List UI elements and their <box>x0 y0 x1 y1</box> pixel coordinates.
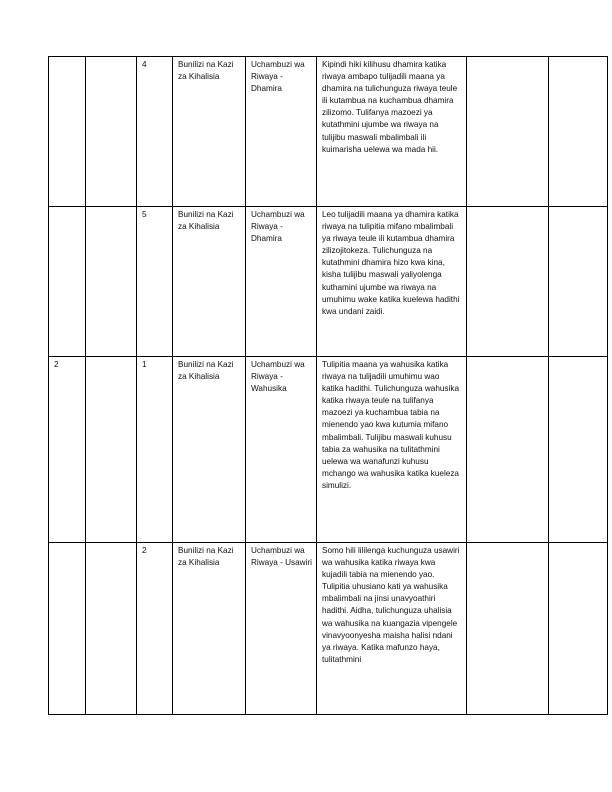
empty-cell <box>549 543 608 715</box>
subtopic-cell: Uchambuzi wa Riwaya - Usawiri <box>246 543 317 715</box>
week-cell: 2 <box>49 357 86 543</box>
empty-cell <box>86 357 137 543</box>
topic-cell: Bunilizi na Kazi za Kihalisia <box>173 543 246 715</box>
empty-cell <box>86 543 137 715</box>
description-cell: Kipindi hiki kilihusu dhamira katika riwaya ambapo tulijadili maana ya dhamira na tulichunguza riwaya teule ili kutambua na kuchambua dhamira zilizomo. Tulifanya mazoezi ya kutathmini ujumbe wa riwaya na tulijibu maswali mbalimbali ili kuimarisha uelewa wa mada hii. <box>317 57 467 207</box>
week-cell <box>49 207 86 357</box>
table-row <box>49 57 608 207</box>
lesson-cell: 2 <box>137 543 173 715</box>
topic-cell: Bunilizi na Kazi za Kihalisia <box>173 357 246 543</box>
empty-cell <box>467 357 549 543</box>
empty-cell <box>86 57 137 207</box>
week-cell <box>49 543 86 715</box>
empty-cell <box>467 57 549 207</box>
description-cell: Leo tulijadili maana ya dhamira katika riwaya na tulipitia mifano mbalimbali ya riwaya teule ili kutambua dhamira zilizojitokeza. Tulichunguza na kutathmini dhamira hizo kwa kina, kisha tulijibu maswali yaliyolenga kuthamini ujumbe wa riwaya na umuhimu wake katika kuelewa hadithi kwa undani zaidi. <box>317 207 467 357</box>
description-cell: Tulipitia maana ya wahusika katika riwaya na tulijadili umuhimu wao katika hadithi. Tulichunguza wahusika katika riwaya teule na tulifanya mazoezi ya kuchambua tabia na mienendo yao kwa kutumia mifano mbalimbali. Tulijibu maswali kuhusu tabia za wahusika na tulitathmini uelewa wa wanafunzi kuhusu mchango wa wahusika katika kueleza simulizi. <box>317 357 467 543</box>
subtopic-cell: Uchambuzi wa Riwaya - Dhamira <box>246 207 317 357</box>
week-cell <box>49 57 86 207</box>
subtopic-cell: Uchambuzi wa Riwaya - Wahusika <box>246 357 317 543</box>
empty-cell <box>549 207 608 357</box>
table-row <box>49 357 608 543</box>
topic-cell: Bunilizi na Kazi za Kihalisia <box>173 207 246 357</box>
empty-cell <box>549 357 608 543</box>
lesson-cell: 4 <box>137 57 173 207</box>
empty-cell <box>467 543 549 715</box>
table-row <box>49 207 608 357</box>
empty-cell <box>86 207 137 357</box>
topic-cell: Bunilizi na Kazi za Kihalisia <box>173 57 246 207</box>
table-row <box>49 543 608 715</box>
scheme-of-work-table <box>48 56 608 715</box>
empty-cell <box>549 57 608 207</box>
lesson-cell: 1 <box>137 357 173 543</box>
subtopic-cell: Uchambuzi wa Riwaya - Dhamira <box>246 57 317 207</box>
empty-cell <box>467 207 549 357</box>
description-cell: Somo hili lililenga kuchunguza usawiri wa wahusika katika riwaya kwa kujadili tabia na mienendo yao. Tulipitia uhusiano kati ya wahusika mbalimbali na jinsi unavyoathiri hadithi. Aidha, tulichunguza uhalisia wa wahusika na kuangazia vipengele vinavyoonyesha maisha halisi ndani ya riwaya. Katika mafunzo haya, tulitathmini <box>317 543 467 715</box>
lesson-cell: 5 <box>137 207 173 357</box>
